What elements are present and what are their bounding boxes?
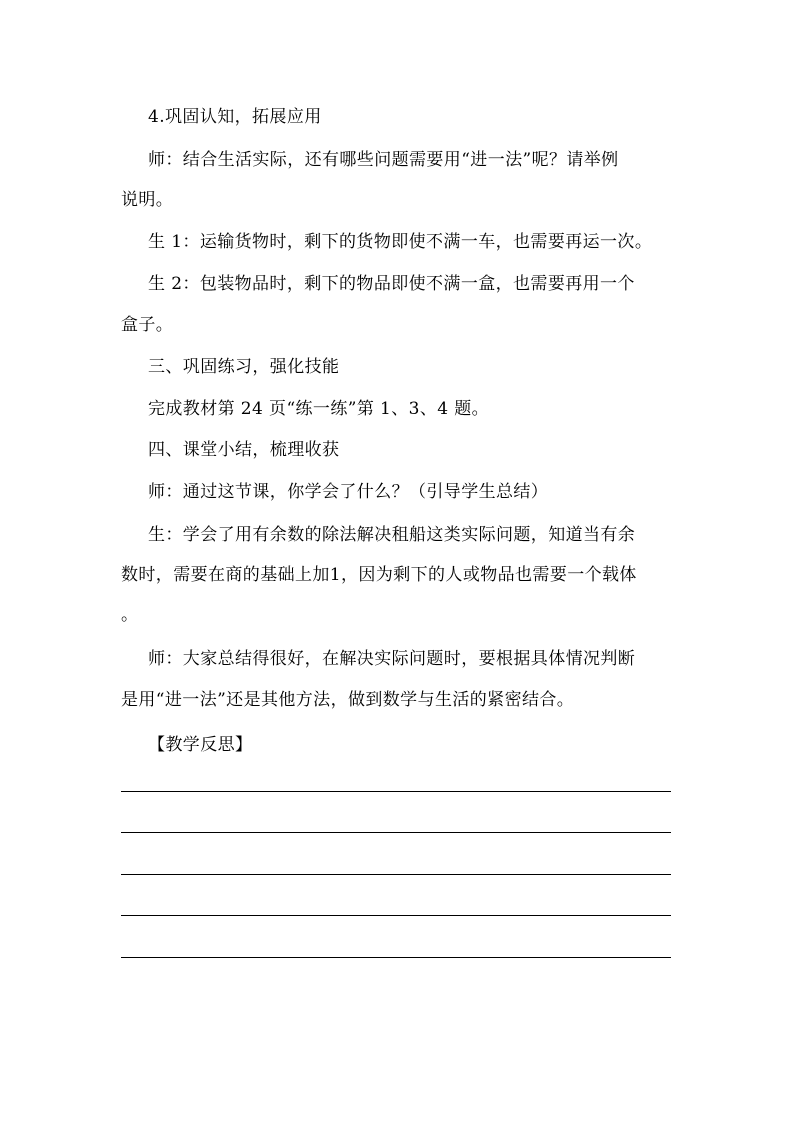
student-2-answer-line-2: 盒子。 xyxy=(121,315,174,335)
blank-writing-line xyxy=(121,957,671,958)
student-summary-line-1: 生：学会了用有余数的除法解决租船这类实际问题，知道当有余 xyxy=(148,525,636,545)
teacher-conclusion-line-1: 师：大家总结得很好，在解决实际问题时，要根据具体情况判断 xyxy=(148,649,636,669)
subsection-heading: 4.巩固认知，拓展应用 xyxy=(148,107,322,127)
student-2-answer-line-1: 生 2：包装物品时，剩下的物品即使不满一盒，也需要再用一个 xyxy=(148,274,635,294)
student-summary-line-3: 。 xyxy=(121,605,139,625)
reflection-heading: 【教学反思】 xyxy=(148,735,253,755)
blank-writing-line xyxy=(121,791,671,792)
section-3-title: 三、巩固练习，强化技能 xyxy=(148,357,340,377)
blank-writing-line xyxy=(121,874,671,875)
section-4-title: 四、课堂小结，梳理收获 xyxy=(148,440,340,460)
teacher-question-line-1: 师：结合生活实际，还有哪些问题需要用“进一法”呢？请举例 xyxy=(148,150,619,170)
exercise-assignment: 完成教材第 24 页“练一练”第 1、3、4 题。 xyxy=(148,399,490,419)
teacher-summary-question: 师：通过这节课，你学会了什么？（引导学生总结） xyxy=(148,482,549,502)
teacher-question-line-2: 说明。 xyxy=(121,190,174,210)
blank-writing-line xyxy=(121,915,671,916)
teacher-conclusion-line-2: 是用“进一法”还是其他方法，做到数学与生活的紧密结合。 xyxy=(121,690,575,710)
blank-writing-line xyxy=(121,832,671,833)
student-summary-line-2: 数时，需要在商的基础上加1，因为剩下的人或物品也需要一个载体 xyxy=(121,565,637,585)
student-1-answer: 生 1：运输货物时，剩下的货物即使不满一车，也需要再运一次。 xyxy=(148,232,653,252)
